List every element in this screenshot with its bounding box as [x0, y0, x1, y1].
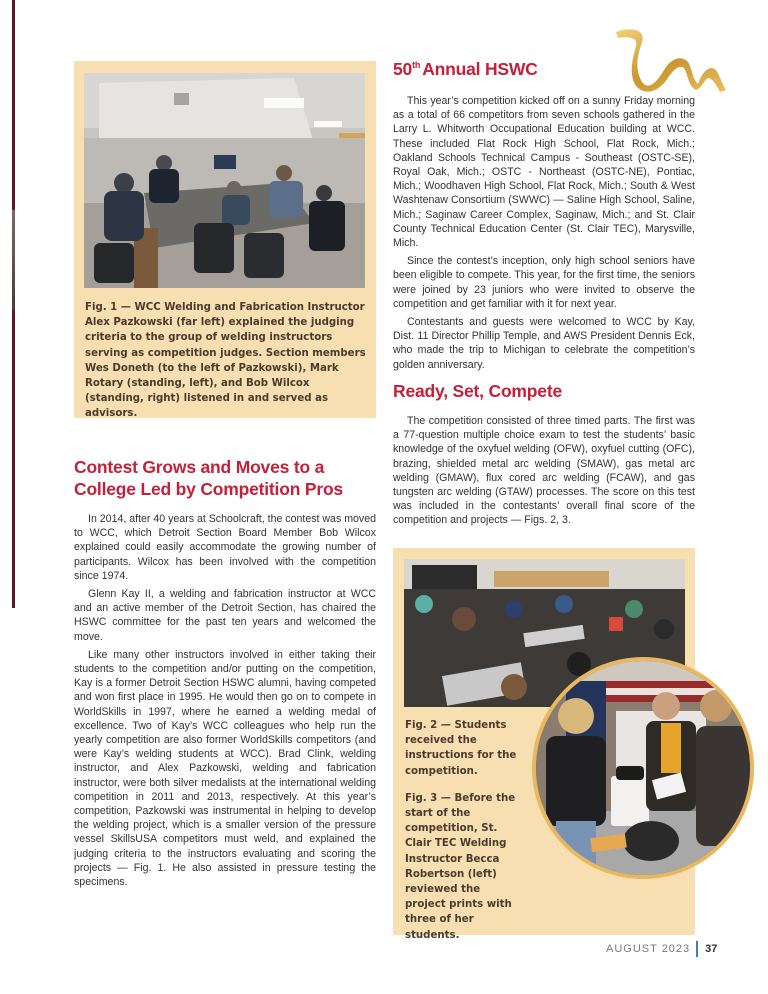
ready-body	[393, 414, 695, 532]
fig1-caption: Fig. 1 — WCC Welding and Fabrication Instructor Alex Pazkowski (far left) explained the judging criteria to the group of welding instructors serving as competition judges. Section members Wes Doneth (to the left of Pazkowski), Mark Rotary (standing, left), and Bob Wilcox (standing, right) listened in and served as advisors.	[85, 302, 366, 420]
fig2-caption: Fig. 2 — Students received the instructions for the competition.	[405, 720, 517, 777]
paragraph: This year’s competition kicked off on a sunny Friday morning as a total of 66 competitors from seven schools gathered in the Larry L. Whitworth Occupational Education building at WCC. These included Flat Rock High School, Flat Rock, Mich.; Oakland Schools Technical Campus - Southeast (OSTC-SE), Royal Oak, Mich.; OSTC - Northeast (OSTC-NE), Pontiac, Mich.; Woodhaven High School, Flat Rock, Mich.; South & West Washtenaw Consortium (SWWC) — Saline High School, Saline, Mich.; Saginaw Career Complex, Saginaw, Mich.; and St. Clair County Technical Education Center (St. Clair TEC), Marysville, Mich.	[393, 95, 695, 250]
instructor-students-photo-icon	[536, 661, 750, 875]
fig1-photo	[84, 73, 365, 288]
fig23-captions	[405, 718, 523, 955]
paragraph: Contestants and guests were welcomed to WCC by Kay, Dist. 11 Director Phillip Temple, and AWS President Dennis Eck, who made the trip to Michigan to celebrate the competition’s golden anniversary.	[393, 316, 695, 371]
heading-ready-set-compete: Ready, Set, Compete	[393, 381, 562, 401]
paragraph: Since the contest’s inception, only high school seniors have been eligible to compete. This year, for the first time, the seniors were joined by 23 juniors who were invited to observe the competition and get familiar with it for next year.	[393, 255, 695, 310]
welding-classroom-photo-icon	[84, 73, 365, 288]
paragraph: In 2014, after 40 years at Schoolcraft, the contest was moved to WCC, which Detroit Section Board Member Bob Wilcox explained could easily accommodate the growing number of participants. Wilcox has been involved with the competition since 1974.	[74, 513, 376, 582]
contest-body	[74, 512, 376, 893]
heading-contest-grows: Contest Grows and Moves to a College Led by Competition Pros	[74, 457, 343, 499]
footer-divider	[696, 941, 698, 957]
fig1-caption-box	[74, 61, 376, 418]
hswc-body	[393, 94, 695, 376]
heading-50th-annual-hswc: 50th Annual HSWC	[393, 59, 538, 79]
page-spine-photo-strip	[12, 210, 15, 310]
paragraph: Like many other instructors involved in either taking their students to the competition and/or putting on the competition, Kay is a former Detroit Section HSWC alumni, having competed and won first place in 1995. He would then go on to compete in WorldSkills in 1997, where he earned a welding medal of excellence. Two of Kay’s WCC colleagues who help run the yearly competition are also former WorldSkills competitors (and were Kay’s welding students at WCC). Brad Clink, welding instructor, and Alex Pazkowski, welding and fabrication instructor, were both silver medalists at the international welding competition in 2011 and 2013, respectively. At this year’s competition, Pazkowski was instrumental in helping to develop the welding project, which is a smaller version of the pressure vessel SkillsUSA competitors must weld, and explained the judging criteria to the instructors evaluating and scoring the projects — Fig. 1. He also assisted in pressure testing the specimens.	[74, 648, 376, 889]
paragraph: Glenn Kay II, a welding and fabrication instructor at WCC and an active member of the Detroit Section, has chaired the HSWC committee for the past ten years and welcomed the move.	[74, 588, 376, 643]
paragraph: The competition consisted of three timed parts. The first was a 77-question multiple choice exam to test the students’ basic knowledge of the oxyfuel welding (OFW), oxyfuel cutting (OFC), brazing, shielded metal arc welding (SMAW), gas metal arc welding (GMAW), flux cored arc welding (FCAW), and gas tungsten arc welding (GTAW) processes. The score on this test was included in the contestants’ overall final score of the competition and projects — Figs. 2, 3.	[393, 415, 695, 527]
page-number: 37	[705, 943, 718, 955]
issue-date: AUGUST 2023	[606, 943, 691, 955]
page-footer	[606, 941, 717, 957]
gold-ribbon-icon	[612, 24, 730, 96]
fig3-photo	[532, 657, 754, 879]
fig3-caption: Fig. 3 — Before the start of the competition, St. Clair TEC Welding Instructor Becca Robertson (left) reviewed the project prints with three of her students.	[405, 792, 516, 941]
